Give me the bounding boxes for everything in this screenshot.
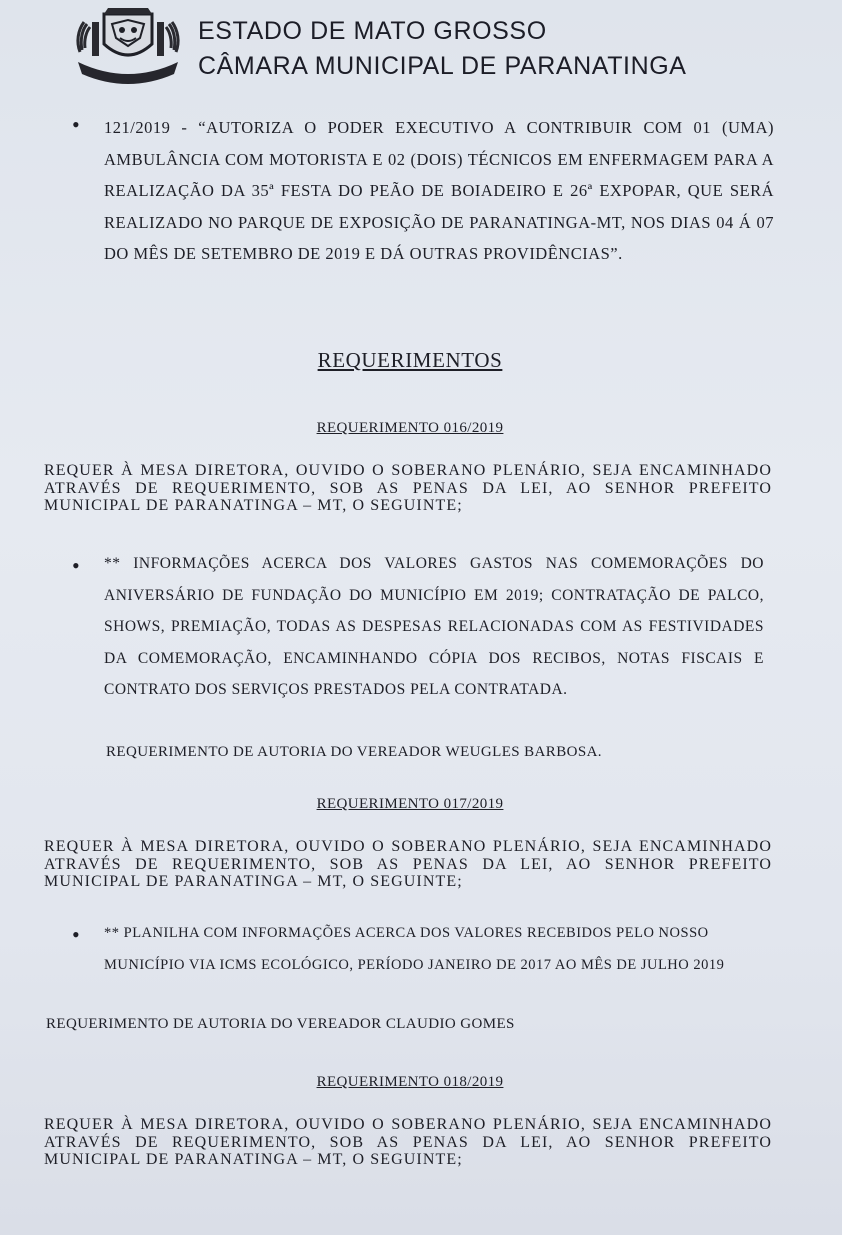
requerimento-016-preamble: REQUER À MESA DIRETORA, OUVIDO O SOBERANO PLENÁRIO, SEJA ENCAMINHADO ATRAVÉS DE REQUERIMENTO, SOB AS PENAS DA LEI, AO SENHOR PREFEITO MUNICIPAL DE PARANATINGA – MT, O SEGUINTE; bbox=[44, 462, 772, 514]
bullet-icon: • bbox=[72, 553, 80, 578]
requerimento-016-item: ** INFORMAÇÕES ACERCA DOS VALORES GASTOS NAS COMEMORAÇÕES DO ANIVERSÁRIO DE FUNDAÇÃO DO MUNICÍPIO EM 2019; CONTRATAÇÃO DE PALCO, SHOWS, PREMIAÇÃO, TODAS AS DESPESAS RELACIONADAS COM AS FESTIVIDADES DA COMEMORAÇÃO, ENCAMINHANDO CÓPIA DOS RECIBOS, NOTAS FISCAIS E CONTRATO DOS SERVIÇOS PRESTADOS PELA CONTRATADA. bbox=[104, 555, 764, 698]
requerimento-017-item: ** PLANILHA COM INFORMAÇÕES ACERCA DOS VALORES RECEBIDOS PELO NOSSO MUNICÍPIO VIA ICMS ECOLÓGICO, PERÍODO JANEIRO DE 2017 AO MÊS DE JULHO 2019 bbox=[104, 925, 725, 973]
requerimento-018-preamble: REQUER À MESA DIRETORA, OUVIDO O SOBERANO PLENÁRIO, SEJA ENCAMINHADO ATRAVÉS DE REQUERIMENTO, SOB AS PENAS DA LEI, AO SENHOR PREFEITO MUNICIPAL DE PARANATINGA – MT, O SEGUINTE; bbox=[44, 1116, 772, 1168]
requerimento-017-preamble: REQUER À MESA DIRETORA, OUVIDO O SOBERANO PLENÁRIO, SEJA ENCAMINHADO ATRAVÉS DE REQUERIMENTO, SOB AS PENAS DA LEI, AO SENHOR PREFEITO MUNICIPAL DE PARANATINGA – MT, O SEGUINTE; bbox=[44, 838, 772, 890]
requerimento-017-author: REQUERIMENTO DE AUTORIA DO VEREADOR CLAUDIO GOMES bbox=[46, 1016, 515, 1032]
bullet-icon: • bbox=[72, 112, 80, 137]
bullet-icon: • bbox=[72, 922, 80, 947]
section-title-requerimentos: REQUERIMENTOS bbox=[317, 348, 503, 372]
requerimento-016-title: REQUERIMENTO 016/2019 bbox=[316, 420, 504, 436]
header-state-title: ESTADO DE MATO GROSSO bbox=[198, 17, 547, 45]
bill-121-2019-text: 121/2019 - “AUTORIZA O PODER EXECUTIVO A CONTRIBUIR COM 01 (UMA) AMBULÂNCIA COM MOTORISTA E 02 (DOIS) TÉCNICOS EM ENFERMAGEM PARA A REALIZAÇÃO DA 35ª FESTA DO PEÃO DE BOIADEIRO E 26ª EXPOPAR, QUE SERÁ REALIZADO NO PARQUE DE EXPOSIÇÃO DE PARANATINGA-MT, NOS DIAS 04 Á 07 DO MÊS DE SETEMBRO DE 2019 E DÁ OUTRAS PROVIDÊNCIAS”. bbox=[104, 118, 774, 263]
requerimento-016-author: REQUERIMENTO DE AUTORIA DO VEREADOR WEUGLES BARBOSA. bbox=[106, 744, 602, 760]
municipal-crest-icon bbox=[72, 0, 184, 84]
requerimento-018-title: REQUERIMENTO 018/2019 bbox=[316, 1074, 504, 1090]
requerimento-017-title: REQUERIMENTO 017/2019 bbox=[316, 796, 504, 812]
crest-ribbon-text bbox=[0, 0, 1, 1]
header-chamber-title: CÂMARA MUNICIPAL DE PARANATINGA bbox=[198, 52, 687, 80]
